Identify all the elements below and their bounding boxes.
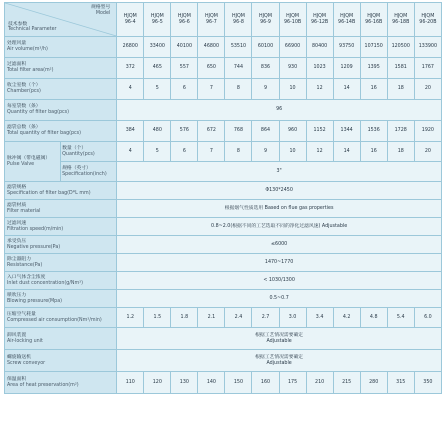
- value-cell: 1728: [387, 121, 414, 142]
- pulse-quantity-label: [61, 142, 117, 162]
- wide-value-cell: < 1030/1300: [117, 272, 442, 290]
- model-number: 96-8: [233, 19, 244, 25]
- value-cell: 372: [117, 58, 144, 79]
- label-en: Chamber(pcs): [7, 89, 41, 94]
- row-label: [5, 236, 117, 254]
- model-series: HJQM: [231, 13, 245, 19]
- value-cell: 1152: [306, 121, 333, 142]
- model-number: 96-4: [124, 19, 136, 25]
- row-label: [5, 272, 117, 290]
- row-air-locking: [5, 328, 442, 350]
- row-air-volume: [5, 37, 442, 58]
- label-cn: 压缩空气耗量: [7, 311, 36, 317]
- label-en: Specification of filter bag(D*L mm): [7, 190, 91, 196]
- row-compressed-air: [5, 308, 442, 328]
- model-series: HJQM: [394, 13, 408, 19]
- value-cell: 1344: [333, 121, 360, 142]
- value-cell: 1395: [360, 58, 387, 79]
- label-en: Screw conveyor: [7, 360, 46, 366]
- label-cn: 脉冲阀（带电磁阀）: [7, 155, 51, 161]
- value-cell: 384: [117, 121, 144, 142]
- value-cell: 5: [144, 79, 171, 100]
- label-cn: 滤袋材质: [7, 202, 27, 208]
- label-en: Total quantity of filter bag(pcs): [7, 131, 82, 136]
- label-en: Specification(inch): [62, 171, 107, 177]
- row-heat-preservation: [5, 372, 442, 394]
- value-cell: 836: [252, 58, 279, 79]
- label-cn: 收尘室数（个）: [7, 83, 41, 89]
- value-cell: 1920: [414, 121, 441, 142]
- label-cn: 滤袋总数（条）: [7, 125, 41, 131]
- value-cell: 7: [198, 79, 225, 100]
- model-number: 96-10B: [283, 19, 302, 25]
- model-header: [225, 3, 252, 37]
- row-resistance: [5, 254, 442, 272]
- header-corner: [5, 3, 117, 37]
- row-label: [5, 308, 117, 328]
- value-cell: 133900: [414, 37, 441, 58]
- row-label: [5, 290, 117, 308]
- value-cell: 7: [198, 142, 225, 162]
- value-cell: 3.4: [306, 308, 333, 328]
- value-cell: 1536: [360, 121, 387, 142]
- label-cn: 螺旋输送机: [7, 354, 31, 360]
- model-header: [171, 3, 198, 37]
- value-cell: 33400: [144, 37, 171, 58]
- value-cell: 1023: [306, 58, 333, 79]
- value-cell: 930: [279, 58, 306, 79]
- value-cell: 650: [198, 58, 225, 79]
- value-cell: 160: [252, 372, 279, 394]
- row-bag-spec: [5, 182, 442, 200]
- value-cell: 672: [198, 121, 225, 142]
- label-en: Blowing pressure(Mpa): [7, 298, 63, 304]
- row-pulse-quantity: [5, 142, 442, 162]
- row-blowing-pressure: [5, 290, 442, 308]
- model-number: 96-5: [151, 19, 163, 25]
- label-en: Resistance(Pa): [7, 262, 43, 268]
- corner-param-en: Technical Parameter: [8, 27, 57, 33]
- pulse-valve-label: [5, 142, 61, 182]
- value-cell: 960: [279, 121, 306, 142]
- row-label: [5, 121, 117, 142]
- row-label: [5, 200, 117, 218]
- model-number: 96-16B: [365, 19, 383, 25]
- model-series: HJQM: [123, 13, 137, 19]
- value-cell: 140: [198, 372, 225, 394]
- label-en: Total filter area(m²): [7, 68, 54, 73]
- value-cell: 14: [333, 142, 360, 162]
- value-cell: 9: [252, 79, 279, 100]
- model-header: [414, 3, 441, 37]
- row-screw-conveyor: [5, 350, 442, 372]
- label-en: Inlet dust concentration(g/Nm³): [7, 280, 83, 286]
- model-header: [279, 3, 306, 37]
- value-cell: 175: [279, 372, 306, 394]
- model-header: [252, 3, 279, 37]
- value-cell: 8: [225, 79, 252, 100]
- value-cell: 53510: [225, 37, 252, 58]
- value-cell: 20: [414, 79, 441, 100]
- label-cn: 保温面积: [7, 376, 27, 382]
- row-negative-pressure: [5, 236, 442, 254]
- model-header: [144, 3, 171, 37]
- value-cell: 12: [306, 79, 333, 100]
- row-label: [5, 58, 117, 79]
- wide-value-cell: [117, 350, 442, 372]
- model-series: HJQM: [313, 13, 327, 19]
- label-cn: 滤袋规格: [7, 184, 27, 190]
- row-label: [5, 350, 117, 372]
- value-cell: 215: [333, 372, 360, 394]
- value-cell: 576: [171, 121, 198, 142]
- corner-param-label: [8, 22, 57, 33]
- value-cell: 4: [117, 79, 144, 100]
- row-filter-material: [5, 200, 442, 218]
- corner-model-cn: 规格型号: [91, 5, 111, 10]
- model-header: [387, 3, 414, 37]
- model-number: 96-6: [178, 19, 190, 25]
- value-cell: 1.5: [144, 308, 171, 328]
- model-header: [360, 3, 387, 37]
- value-cell: 480: [144, 121, 171, 142]
- value-cell: 130: [171, 372, 198, 394]
- value-cell: 16: [360, 79, 387, 100]
- value-cell: 4.8: [360, 308, 387, 328]
- row-label: [5, 254, 117, 272]
- value-cell: 4.2: [333, 308, 360, 328]
- label-en: Filter material: [7, 208, 41, 214]
- row-label: [5, 79, 117, 100]
- model-series: HJQM: [421, 13, 435, 19]
- label-cn: 数量（个）: [62, 145, 87, 151]
- value-cell: 465: [144, 58, 171, 79]
- value-cell: 18: [387, 79, 414, 100]
- value-cell: 6: [171, 79, 198, 100]
- label-en: Air-locking unit: [7, 338, 43, 344]
- value-cell: 8: [225, 142, 252, 162]
- label-cn: 规格（英寸）: [62, 165, 91, 171]
- wide-value-cell: 3": [117, 162, 442, 182]
- wide-value-cell: [117, 328, 442, 350]
- label-cn: 喷吹压力: [7, 292, 27, 298]
- wide-value-cell: 96: [117, 100, 442, 121]
- row-total-bags: [5, 121, 442, 142]
- row-inlet-dust: [5, 272, 442, 290]
- row-label: [5, 372, 117, 394]
- value-cell: 40100: [171, 37, 198, 58]
- corner-model-en: Model: [95, 10, 111, 16]
- value-cell: 9: [252, 142, 279, 162]
- value-cell: 1767: [414, 58, 441, 79]
- row-label: [5, 37, 117, 58]
- value-en: Adjustable: [266, 338, 292, 344]
- value-cell: 66900: [279, 37, 306, 58]
- value-cell: 20: [414, 142, 441, 162]
- value-cell: 557: [171, 58, 198, 79]
- value-cell: 14: [333, 79, 360, 100]
- label-en: Quantity of filter bag(pcs): [7, 110, 70, 115]
- value-cell: 93750: [333, 37, 360, 58]
- model-header: [198, 3, 225, 37]
- row-label: [5, 218, 117, 236]
- value-cell: 2.7: [252, 308, 279, 328]
- value-cell: 6: [171, 142, 198, 162]
- value-cell: 10: [279, 79, 306, 100]
- value-cell: 744: [225, 58, 252, 79]
- label-en: Pulse Valve: [7, 161, 35, 167]
- row-pulse-spec: [5, 162, 442, 182]
- value-cell: 350: [414, 372, 441, 394]
- model-series: HJQM: [286, 13, 300, 19]
- label-cn: 过滤风速: [7, 220, 27, 226]
- label-en: Negative pressure(Pa): [7, 244, 61, 250]
- label-en: Area of heat preservation(m²): [7, 382, 79, 388]
- label-cn: 卸风装置: [7, 332, 27, 338]
- row-label: [5, 328, 117, 350]
- model-number: 96-9: [260, 19, 271, 25]
- value-cell: 5.4: [387, 308, 414, 328]
- label-en: Air volume(m³/h): [7, 47, 48, 52]
- row-chambers: [5, 79, 442, 100]
- value-cell: 150: [225, 372, 252, 394]
- wide-value-cell: 1470~1770: [117, 254, 442, 272]
- label-cn: 除尘器阻力: [7, 256, 31, 262]
- label-en: Compressed air consumption(Nm³/min): [7, 317, 102, 323]
- label-cn: 过滤面积: [7, 62, 27, 68]
- value-cell: 18: [387, 142, 414, 162]
- value-cell: 107150: [360, 37, 387, 58]
- value-cell: 120: [144, 372, 171, 394]
- model-number: 96-14B: [338, 19, 356, 25]
- value-cell: 10: [279, 142, 306, 162]
- model-header: [306, 3, 333, 37]
- corner-model-label: [91, 5, 110, 16]
- value-cell: 4: [117, 142, 144, 162]
- spec-table-container: [4, 2, 442, 394]
- value-cell: 46800: [198, 37, 225, 58]
- value-cell: 2.4: [225, 308, 252, 328]
- row-bags-per-chamber: [5, 100, 442, 121]
- wide-value-cell: Φ130*2450: [117, 182, 442, 200]
- pulse-spec-label: [61, 162, 117, 182]
- value-cell: 6.0: [414, 308, 441, 328]
- value-cell: 315: [387, 372, 414, 394]
- model-series: HJQM: [259, 13, 272, 19]
- value-cell: 864: [252, 121, 279, 142]
- value-cell: 5: [144, 142, 171, 162]
- value-en: Adjustable: [266, 360, 292, 366]
- value-cell: 60100: [252, 37, 279, 58]
- wide-value-cell: 根据烟气性质选用 Based on flue gas properties: [117, 200, 442, 218]
- value-cell: 1.2: [117, 308, 144, 328]
- header-row: [5, 3, 442, 37]
- corner-param-cn: 技术参数: [8, 21, 28, 27]
- model-number: 96-7: [205, 19, 217, 25]
- row-label: [5, 100, 117, 121]
- row-filter-area: [5, 58, 442, 79]
- model-series: HJQM: [150, 13, 164, 19]
- row-filtration-speed: [5, 218, 442, 236]
- row-label: [5, 182, 117, 200]
- value-cell: 12: [306, 142, 333, 162]
- value-cell: 16: [360, 142, 387, 162]
- value-cell: 80400: [306, 37, 333, 58]
- model-series: HJQM: [177, 13, 191, 19]
- value-cell: 210: [306, 372, 333, 394]
- value-cell: 1209: [333, 58, 360, 79]
- model-header: [117, 3, 144, 37]
- wide-value-cell: 0.8~2.0(根据不同的工艺选取不同的净化过滤风速) Adjustable: [117, 218, 442, 236]
- model-series: HJQM: [367, 13, 381, 19]
- value-cell: 120500: [387, 37, 414, 58]
- model-header: [333, 3, 360, 37]
- spec-table: [4, 2, 442, 394]
- label-en: Quantity(pcs): [62, 151, 95, 157]
- label-cn: 入口气体含尘浓度: [7, 274, 46, 280]
- value-cell: 2.1: [198, 308, 225, 328]
- wide-value-cell: 0.5~0.7: [117, 290, 442, 308]
- value-cell: 1581: [387, 58, 414, 79]
- value-cell: 768: [225, 121, 252, 142]
- value-cell: 280: [360, 372, 387, 394]
- label-cn: 每室袋数（条）: [7, 104, 41, 110]
- value-cell: 3.0: [279, 308, 306, 328]
- value-cell: 1.8: [171, 308, 198, 328]
- label-cn: 处理风量: [7, 41, 27, 47]
- label-en: Filtration speed(m/min): [7, 226, 64, 232]
- model-number: 96-20B: [419, 19, 437, 25]
- model-series: HJQM: [340, 13, 354, 19]
- value-cn: 根据工艺情况需要确定: [255, 332, 304, 338]
- value-cell: 26800: [117, 37, 144, 58]
- label-cn: 承受负压: [7, 238, 27, 244]
- model-number: 96-18B: [392, 19, 410, 25]
- wide-value-cell: ≤6000: [117, 236, 442, 254]
- value-cn: 根据工艺情况需要确定: [255, 354, 304, 360]
- model-number: 96-12B: [310, 19, 329, 25]
- value-cell: 110: [117, 372, 144, 394]
- model-series: HJQM: [204, 13, 218, 19]
